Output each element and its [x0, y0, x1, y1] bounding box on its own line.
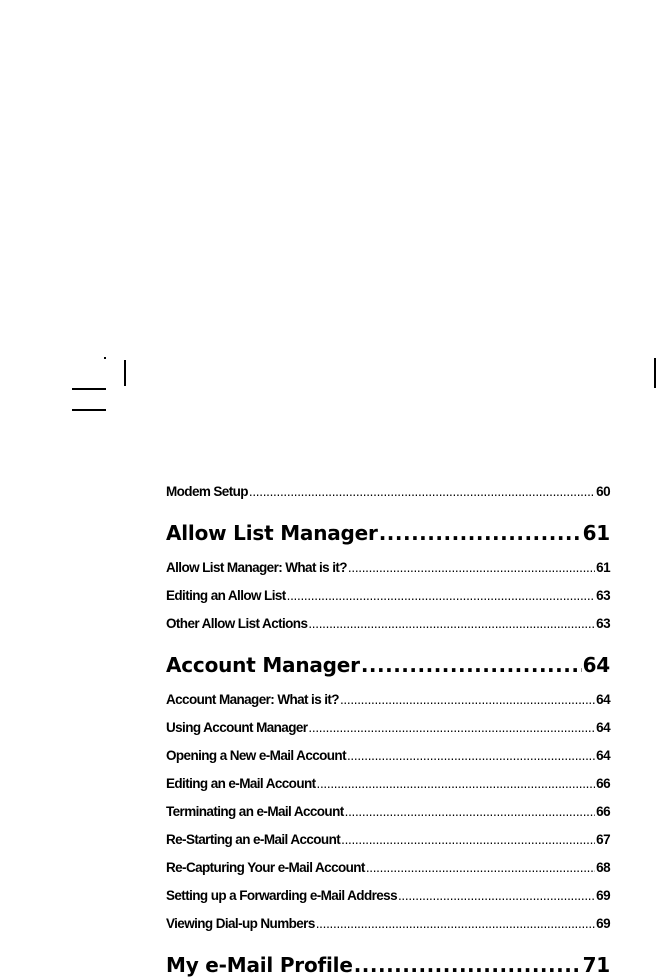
toc-section-title: My e-Mail Profile	[166, 953, 353, 977]
dot-leader	[317, 770, 596, 798]
toc-entry-page: 66	[596, 804, 610, 819]
toc-entry-page: 67	[596, 832, 610, 847]
toc-entry-page: 68	[596, 860, 610, 875]
toc-section-my-email-profile[interactable]	[166, 950, 610, 980]
toc-entry-title: Re-Capturing Your e-Mail Account	[166, 860, 365, 875]
dot-leader	[345, 798, 596, 826]
toc-section-page: 61	[582, 521, 610, 545]
dot-leader	[308, 610, 595, 638]
dot-leader	[340, 686, 595, 714]
dot-leader	[398, 882, 595, 910]
crop-mark-horizontal-bottom	[72, 409, 106, 411]
toc-entry[interactable]	[166, 742, 610, 770]
toc-entry[interactable]	[166, 882, 610, 910]
toc-entry-title: Modem Setup	[166, 484, 248, 499]
toc-entry[interactable]	[166, 798, 610, 826]
toc-entry[interactable]	[166, 826, 610, 854]
toc-entry-title: Terminating an e-Mail Account	[166, 804, 344, 819]
toc-entry[interactable]	[166, 910, 610, 938]
toc-entry[interactable]	[166, 854, 610, 882]
crop-mark-vertical-left	[124, 360, 126, 386]
toc-entry-title: Opening a New e-Mail Account	[166, 748, 346, 763]
toc-entry-title: Viewing Dial-up Numbers	[166, 916, 315, 931]
toc-entry-page: 64	[596, 692, 610, 707]
toc-entry[interactable]	[166, 582, 610, 610]
dot-leader	[308, 714, 595, 742]
toc-entry-page: 60	[596, 484, 610, 499]
toc-section-page: 64	[582, 653, 610, 677]
toc-entry-title: Using Account Manager	[166, 720, 308, 735]
toc-entry-title: Allow List Manager: What is it?	[166, 560, 347, 575]
crop-mark-dot	[104, 357, 106, 359]
dot-leader	[379, 518, 582, 548]
dot-leader	[348, 554, 595, 582]
dot-leader	[347, 742, 595, 770]
dot-leader	[366, 854, 595, 882]
toc-entry-title: Editing an Allow List	[166, 588, 286, 603]
toc-entry-page: 66	[596, 776, 610, 791]
toc-entry[interactable]	[166, 554, 610, 582]
toc-section-allow-list-manager[interactable]	[166, 518, 610, 548]
toc-section-account-manager[interactable]	[166, 650, 610, 680]
toc-entry-page: 63	[596, 588, 610, 603]
dot-leader	[249, 478, 595, 506]
toc-section-title: Account Manager	[166, 653, 360, 677]
toc-entry-page: 69	[596, 888, 610, 903]
toc-entry-modem-setup[interactable]	[166, 478, 610, 506]
toc-entry[interactable]	[166, 610, 610, 638]
dot-leader	[341, 826, 595, 854]
dot-leader	[354, 950, 582, 980]
toc-entry[interactable]	[166, 686, 610, 714]
toc-entry-title: Setting up a Forwarding e-Mail Address	[166, 888, 397, 903]
dot-leader	[361, 650, 582, 680]
toc-entry-title: Account Manager: What is it?	[166, 692, 339, 707]
toc-entry-page: 69	[596, 916, 610, 931]
toc-entry-page: 61	[596, 560, 610, 575]
toc-entry-title: Other Allow List Actions	[166, 616, 308, 631]
toc-entry[interactable]	[166, 714, 610, 742]
toc-entry-page: 64	[596, 748, 610, 763]
toc-entry-page: 64	[596, 720, 610, 735]
toc-section-title: Allow List Manager	[166, 521, 378, 545]
dot-leader	[287, 582, 596, 610]
toc-entry-title: Re-Starting an e-Mail Account	[166, 832, 341, 847]
toc-section-page: 71	[582, 953, 610, 977]
dot-leader	[316, 910, 595, 938]
table-of-contents	[166, 478, 610, 980]
toc-entry-page: 63	[596, 616, 610, 631]
toc-entry-title: Editing an e-Mail Account	[166, 776, 316, 791]
toc-entry[interactable]	[166, 770, 610, 798]
crop-mark-vertical-right	[654, 358, 656, 388]
crop-mark-horizontal-top	[72, 388, 106, 390]
